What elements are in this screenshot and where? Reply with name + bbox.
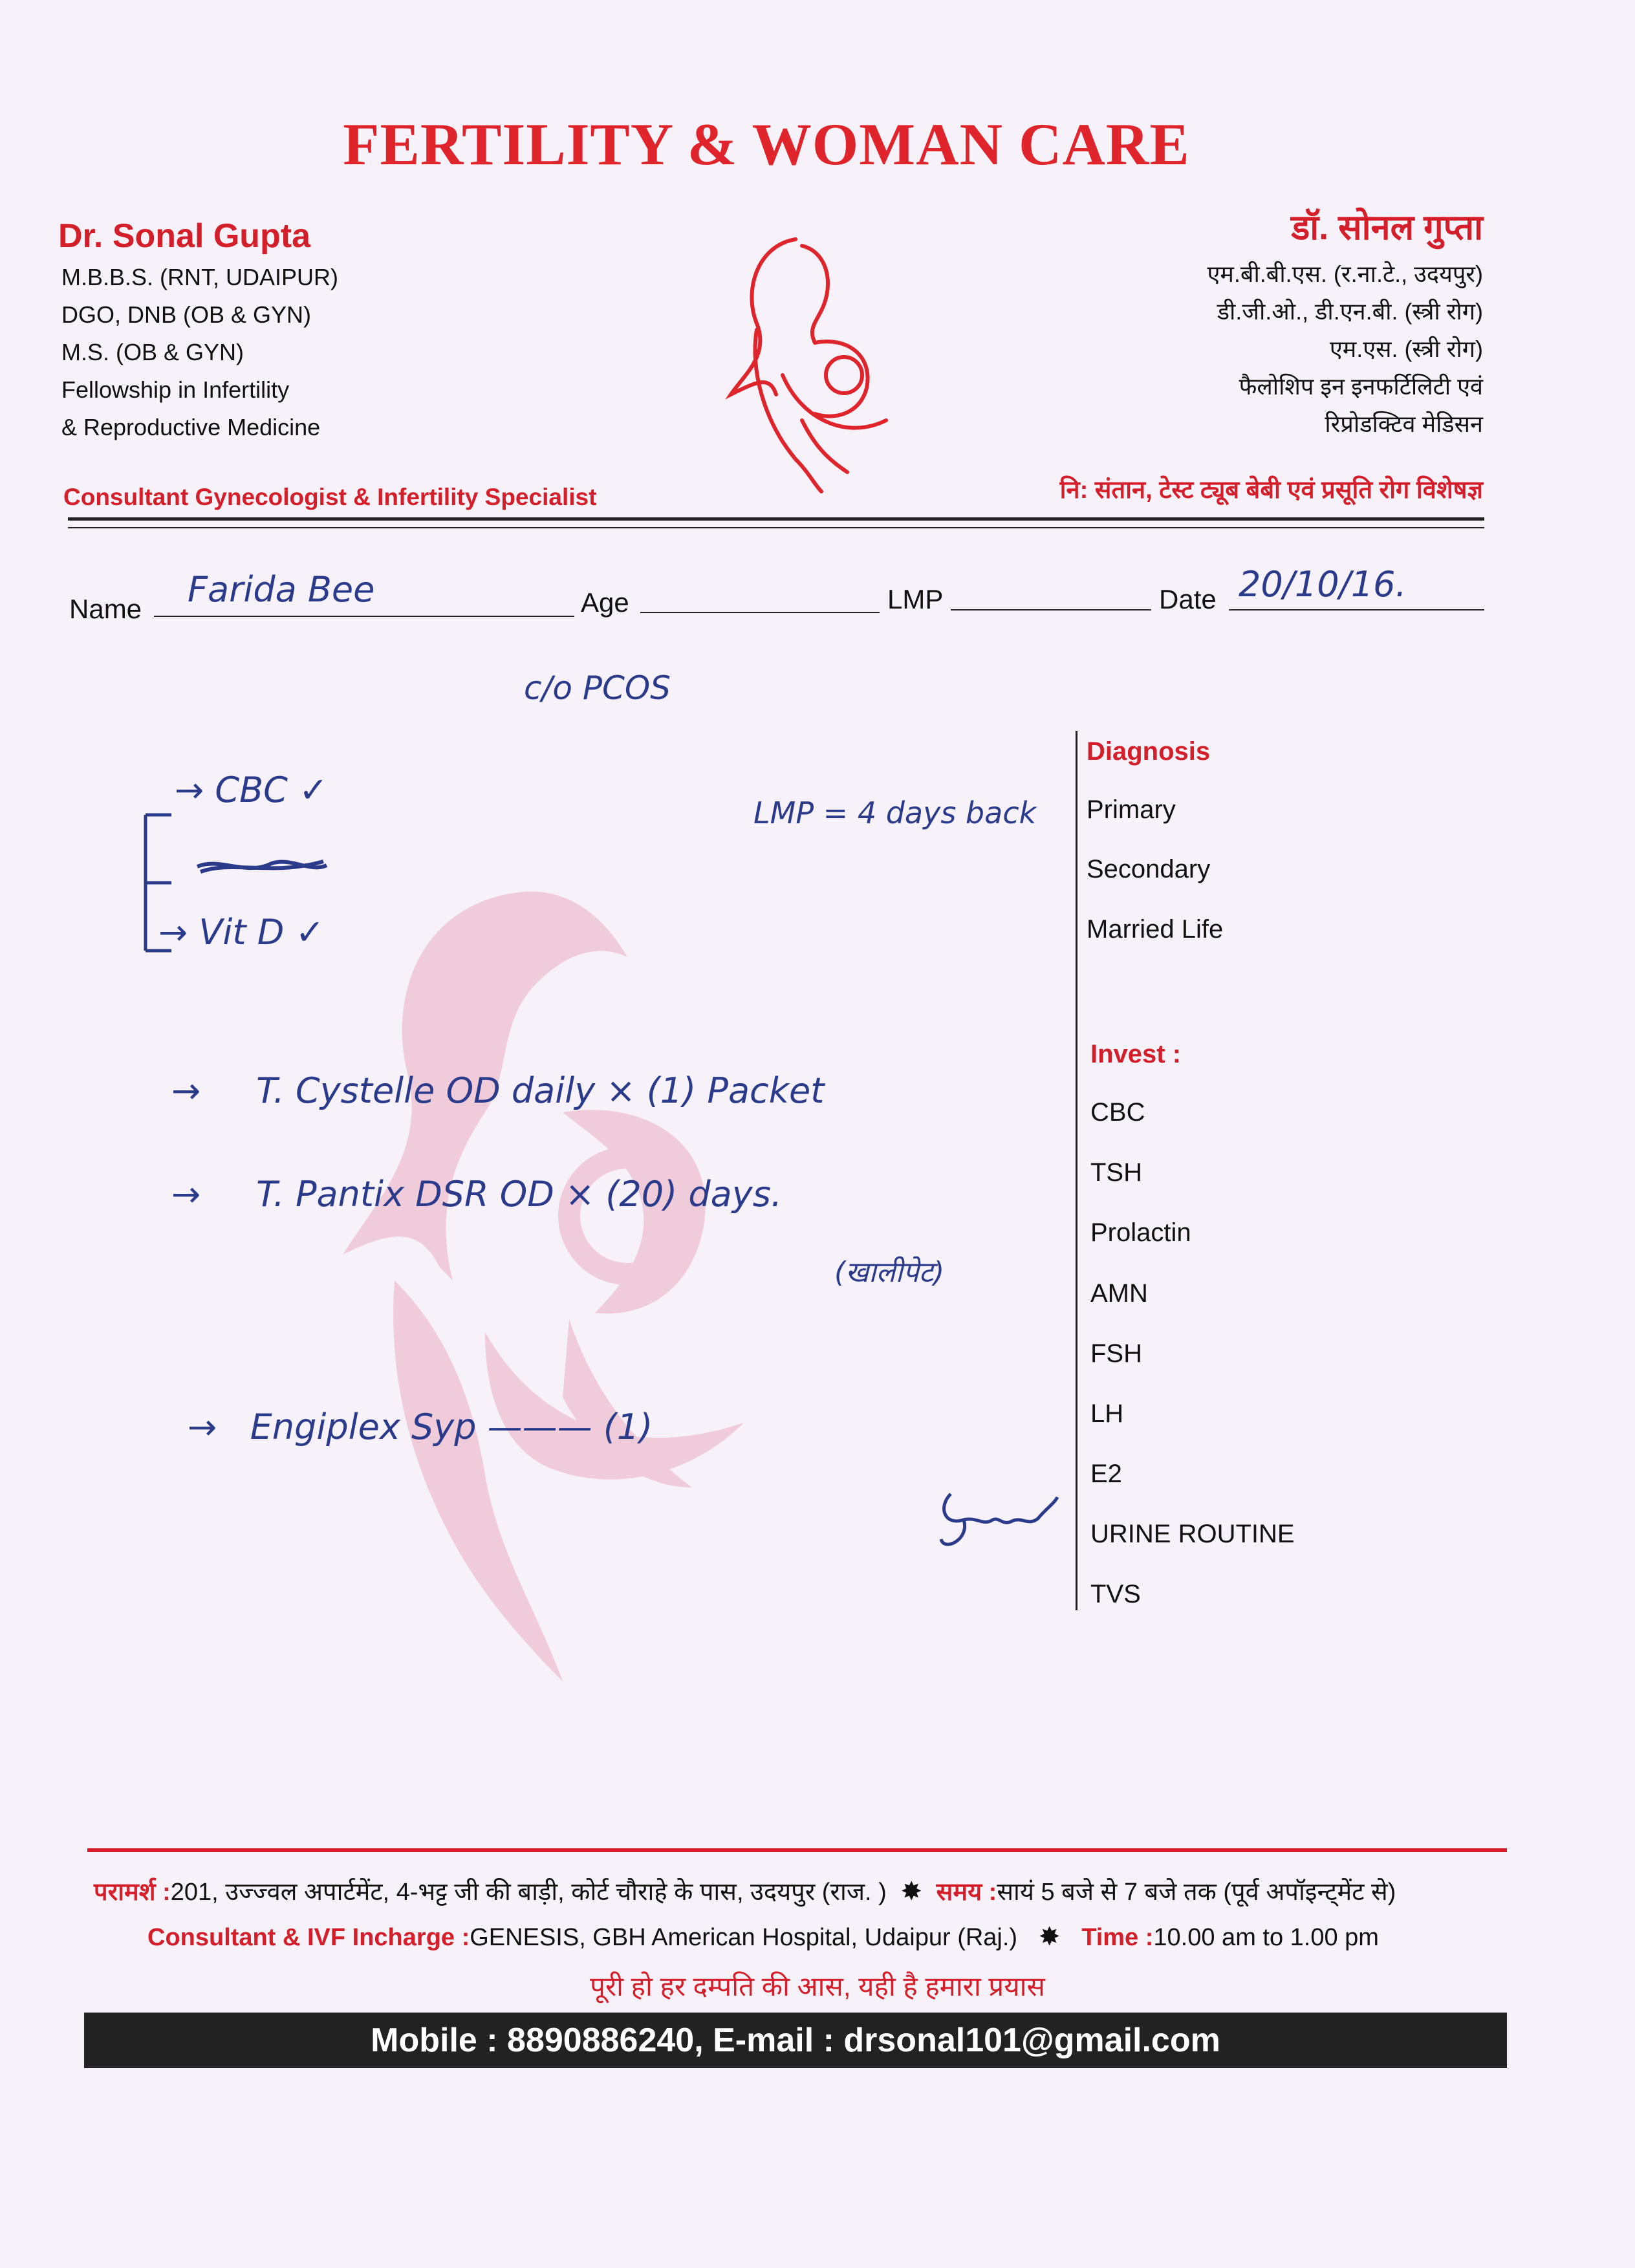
complaint-handwritten: c/o PCOS — [524, 669, 671, 707]
test-item: → CBC ✓ — [175, 770, 329, 810]
invest-item: AMN — [1090, 1279, 1148, 1308]
consult-address: 201, उज्ज्वल अपार्टमेंट, 4-भट्ट जी की बाड़ी, कोर्ट चौराहे के पास, उदयपुर (राज. ) — [170, 1879, 887, 1906]
qualification-line: रिप्रोडक्टिव मेडिसन — [1325, 411, 1483, 437]
mother-child-logo — [718, 226, 905, 498]
doctor-name-hindi: डॉ. सोनल गुप्ता — [1291, 208, 1483, 247]
diagnosis-heading: Diagnosis — [1087, 737, 1211, 766]
rx-line: → T. Pantix DSR OD × (20) days. — [171, 1174, 783, 1215]
invest-item: CBC — [1090, 1098, 1145, 1127]
qualification-line: फैलोशिप इन इनफर्टिलिटी एवं — [1239, 373, 1483, 400]
patient-name-handwritten: Farida Bee — [188, 569, 375, 610]
header-divider-thin — [68, 527, 1484, 528]
scribbled-out-entry — [194, 854, 330, 880]
header-divider — [68, 517, 1484, 521]
qualification-line: M.S. (OB & GYN) — [61, 339, 244, 365]
contact-bar: Mobile : 8890886240, E-mail : drsonal101@gmail.com — [84, 2013, 1507, 2068]
lmp-label: LMP — [887, 584, 944, 614]
star-icon: ✸ — [1024, 1923, 1075, 1951]
date-handwritten: 20/10/16. — [1239, 564, 1407, 605]
time-english: 10.00 am to 1.00 pm — [1153, 1924, 1379, 1951]
tagline-hindi: नि: संतान, टेस्ट ट्यूब बेबी एवं प्रसूति रोग विशेषज्ञ — [1059, 477, 1483, 504]
doctor-signature — [931, 1481, 1061, 1559]
qualifications-english — [61, 259, 338, 446]
qualifications-hindi — [1207, 255, 1483, 443]
qualification-line: Fellowship in Infertility — [61, 376, 290, 403]
age-underline — [640, 612, 880, 613]
motto: पूरी हो हर दम्पति की आस, यही है हमारा प्रयास — [590, 1971, 1045, 2002]
diagnosis-item: Primary — [1087, 795, 1176, 824]
diagnosis-item: Married Life — [1087, 915, 1224, 944]
doctor-name-english: Dr. Sonal Gupta — [58, 217, 311, 255]
date-label: Date — [1159, 584, 1217, 614]
watermark-mother-child — [291, 867, 808, 1694]
test-item: → Vit D ✓ — [158, 912, 325, 953]
date-underline — [1229, 609, 1484, 610]
rx-line: → T. Cystelle OD daily × (1) Packet — [171, 1070, 825, 1111]
qualification-line: एम.बी.बी.एस. (र.ना.टे., उदयपुर) — [1207, 261, 1483, 287]
consult-address-line — [94, 1874, 1396, 1908]
invest-item: E2 — [1090, 1460, 1122, 1488]
invest-item: FSH — [1090, 1339, 1142, 1368]
invest-item: LH — [1090, 1399, 1124, 1428]
rx-line: → Engiplex Syp ——— (1) — [188, 1407, 653, 1447]
invest-item: URINE ROUTINE — [1090, 1520, 1295, 1548]
footer-divider — [87, 1848, 1507, 1852]
ivf-label: Consultant & IVF Incharge : — [147, 1924, 470, 1951]
ivf-value: GENESIS, GBH American Hospital, Udaipur (Raj.) — [470, 1924, 1018, 1951]
age-label: Age — [581, 587, 629, 618]
invest-item: TSH — [1090, 1158, 1142, 1187]
rx-note: (खालीपेट) — [834, 1256, 945, 1289]
consult-label: परामर्श : — [94, 1879, 171, 1906]
qualification-line: & Reproductive Medicine — [61, 414, 321, 440]
invest-heading: Invest : — [1090, 1040, 1182, 1068]
time-label-english: Time : — [1081, 1924, 1154, 1951]
name-underline — [154, 616, 574, 617]
ivf-line — [147, 1922, 1379, 1952]
qualification-line: डी.जी.ओ., डी.एन.बी. (स्त्री रोग) — [1217, 298, 1483, 325]
star-icon: ✸ — [893, 1877, 930, 1906]
lmp-note-handwritten: LMP = 4 days back — [753, 795, 1037, 830]
qualification-line: एम.एस. (स्त्री रोग) — [1329, 336, 1483, 362]
lmp-underline — [951, 609, 1151, 610]
sidebar-divider — [1076, 731, 1077, 1610]
qualification-line: M.B.B.S. (RNT, UDAIPUR) — [61, 264, 339, 290]
clinic-title: FERTILITY & WOMAN CARE — [343, 111, 1190, 177]
name-label: Name — [69, 594, 142, 624]
tagline-english: Consultant Gynecologist & Infertility Specialist — [63, 484, 597, 510]
diagnosis-item: Secondary — [1087, 855, 1211, 883]
invest-item: TVS — [1090, 1580, 1141, 1608]
time-label-hindi: समय : — [936, 1879, 997, 1906]
time-hindi: सायं 5 बजे से 7 बजे तक (पूर्व अपॉइन्ट्मेंट से) — [997, 1879, 1396, 1906]
invest-item: Prolactin — [1090, 1218, 1191, 1247]
qualification-line: DGO, DNB (OB & GYN) — [61, 301, 312, 328]
